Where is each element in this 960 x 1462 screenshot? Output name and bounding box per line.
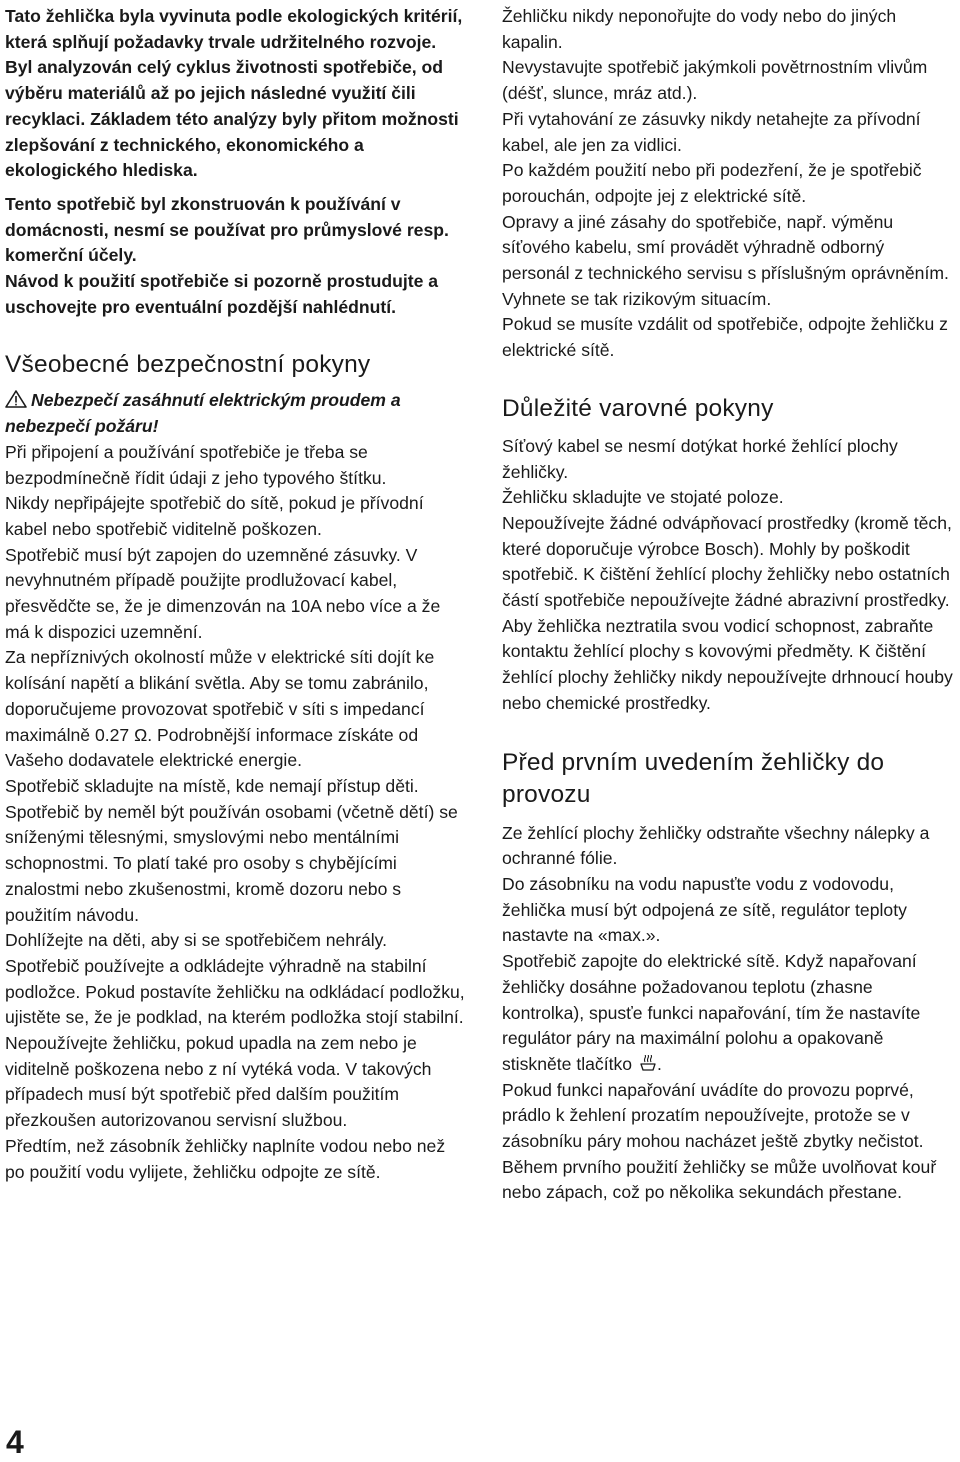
safety-paragraph: Dohlížejte na děti, aby si se spotřebičem nehrály. <box>5 930 388 951</box>
intro-ecology-paragraph: Tato žehlička byla vyvinuta podle ekologických kritérií, která splňují požadavky trvale udržitelného rozvoje. Byl analyzován celý cyklus životnosti spotřebiče, od výběru materiálů až po jejich následné využití čili recyklaci. Základem této analýzy byly přitom možnosti zlepšování z technického, ekonomického a ekologického hlediska. <box>5 6 463 181</box>
safety-paragraph: Nevystavujte spotřebič jakýmkoli povětrnostním vlivům (déšť, slunce, mráz atd.). <box>502 57 928 104</box>
safety-paragraph: Nikdy nepřipájejte spotřebič do sítě, pokud je přívodní kabel nebo spotřebič viditelně poškozen. <box>5 493 424 539</box>
general-safety-heading: Všeobecné bezpečnostní pokyny <box>5 351 371 379</box>
important-warnings-heading: Důležité varovné pokyny <box>502 394 774 422</box>
safety-paragraph: Spotřebič používejte a odkládejte výhradně na stabilní podložce. Pokud postavíte žehličku na odkládací podložku, ujistěte se, že je podklad, na kterém podložka stojí stabilní. <box>5 955 465 1028</box>
first-use-heading: Před prvním uvedením žehličky do provozu <box>502 748 885 808</box>
warning-triangle-icon <box>5 390 27 408</box>
left-column <box>5 4 467 1185</box>
important-paragraph: Nepoužívejte žádné odvápňovací prostředky (kromě těch, které doporučuje výrobce Bosch). Mohly by poškodit spotřebič. K čištění žehlící plochy žehličky nebo ostatních částí spotřebiče nepoužívejte žádné abrazivní prostředky. Aby žehlička neztratila svou vodicí schopnost, zabraňte kontaktu žehlící plochy s kovovými předměty. K čištění žehlící plochy žehličky nikdy nepoužívejte drhnoucí houby nebo chemické prostředky. <box>502 512 953 713</box>
intro-manual-paragraph: Návod k použití spotřebiče si pozorně prostudujte a uschovejte pro eventuální pozdější nahlédnutí. <box>5 271 439 317</box>
intro-household-paragraph: Tento spotřebič byl zkonstruován k používání v domácnosti, nesmí se používat pro průmyslové resp. komerční účely. <box>5 193 449 266</box>
first-use-paragraph: Pokud funkci napařování uvádíte do provozu poprvé, prádlo k žehlení prozatím nepoužívejte, protože se v zásobníku páry mohou nacházet ještě zbytky nečistot. <box>502 1079 924 1152</box>
first-use-paragraph: Ze žehlící plochy žehličky odstraňte všechny nálepky a ochranné fólie. <box>502 822 930 869</box>
safety-paragraph: Při vytahování ze zásuvky nikdy netahejte za přívodní kabel, ale jen za vidlici. <box>502 108 921 155</box>
important-paragraph: Žehličku skladujte ve stojaté poloze. <box>502 487 784 508</box>
safety-paragraph: Při připojení a používání spotřebiče je třeba se bezpodmínečně řídit údaji z jeho typového štítku. <box>5 441 387 488</box>
important-paragraph: Síťový kabel se nesmí dotýkat horké žehlící plochy žehličky. <box>502 435 898 482</box>
safety-paragraph: Žehličku nikdy neponořujte do vody nebo do jiných kapalin. <box>502 6 897 52</box>
right-column <box>502 4 954 1206</box>
page-number: 4 <box>6 1424 24 1460</box>
safety-paragraph: Spotřebič musí být zapojen do uzemněné zásuvky. V nevyhnutném případě použijte prodlužovací kabel, přesvědčte se, že je dimenzován na 10A nebo více a že má k dispozici uzemnění. <box>5 544 441 642</box>
first-use-paragraph: Během prvního použití žehličky se může uvolňovat kouř nebo zápach, což po několika sekundách přestane. <box>502 1156 937 1203</box>
safety-paragraph: Opravy a jiné zásahy do spotřebiče, např. výměnu síťového kabelu, smí provádět výhradně odborný personál z technického servisu s příslušným oprávněním. Vyhnete se tak rizikovým situacím. <box>502 211 949 309</box>
first-use-steam-paragraph <box>502 949 954 1078</box>
warning-text: Nebezpečí zasáhnutí elektrickým proudem a nebezpečí požáru! <box>5 390 401 437</box>
safety-paragraph: Pokud se musíte vzdálit od spotřebiče, odpojte žehličku z elektrické sítě. <box>502 314 948 361</box>
first-use-steam-text: Spotřebič zapojte do elektrické sítě. Když napařovaní žehličky dosáhne požadovanou teplotu (zhasne kontrolka), spusťe funkci napařování, tím že nastavíte regulátor páry na maximální polohu a opakovaně stiskněte tlačítko <box>502 951 921 1074</box>
safety-paragraph: Předtím, než zásobník žehličky naplníte vodou nebo než po použití vodu vylijete, žehličku odpojte ze sítě. <box>5 1135 446 1182</box>
safety-paragraph: Za nepříznivých okolností může v elektrické síti dojít ke kolísání napětí a blikání světla. Aby se tomu zabránilo, doporučujeme provozovat spotřebič v síti s impedancí maximálně 0.27 Ω. Podrobnější informace získáte od Vašeho dodavatele elektrické energie. <box>5 647 435 771</box>
steam-button-icon <box>639 1055 657 1073</box>
first-use-paragraph: Do zásobníku na vodu napusťte vodu z vodovodu, žehlička musí být odpojená ze sítě, regulátor teploty nastavte na «max.». <box>502 873 907 946</box>
safety-paragraph: Spotřebič skladujte na místě, kde nemají přístup děti. Spotřebič by neměl být používán osobami (včetně dětí) se sníženými tělesnými, smyslovými nebo mentálními schopnostmi. To platí také pro osoby s chybějícími znalostmi nebo zkušenostmi, kromě dozoru nebo s použitím návodu. <box>5 775 458 925</box>
electric-shock-warning <box>5 388 467 439</box>
safety-paragraph: Po každém použití nebo při podezření, že je spotřebič porouchán, odpojte jej z elektrické sítě. <box>502 160 922 206</box>
safety-paragraph: Nepoužívejte žehličku, pokud upadla na zem nebo je viditelně poškozena nebo z ní vytéká voda. V takových případech musí být spotřebič před dalším použitím přezkoušen autorizovanou servisní službou. <box>5 1033 432 1131</box>
first-use-steam-end: . <box>656 1053 662 1074</box>
